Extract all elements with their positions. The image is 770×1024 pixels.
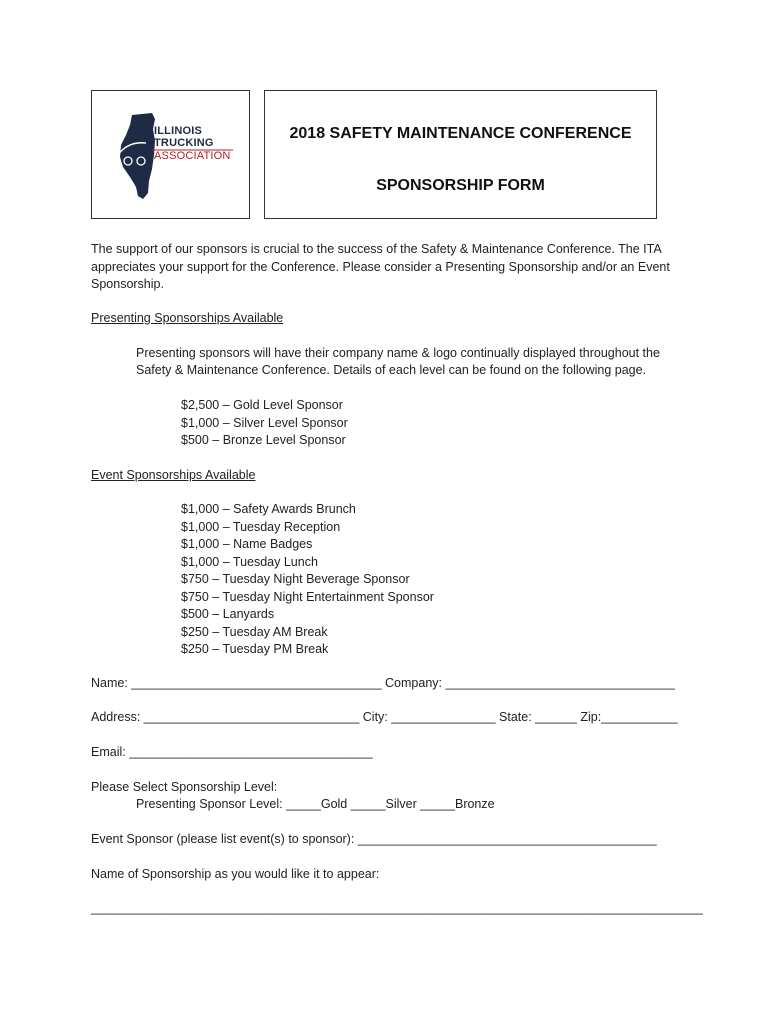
presenting-heading: Presenting Sponsorships Available — [91, 311, 284, 325]
list-item: $250 – Tuesday AM Break — [181, 624, 328, 639]
event-heading: Event Sponsorships Available — [91, 468, 256, 482]
logo-text-association: ASSOCIATION — [154, 150, 231, 162]
logo-text-trucking: TRUCKING — [154, 137, 214, 149]
page-title: 2018 SAFETY MAINTENANCE CONFERENCE — [289, 125, 632, 142]
logo-text-illinois: ILLINOIS — [154, 125, 203, 137]
title-box — [264, 90, 657, 219]
list-item: $1,000 – Tuesday Reception — [181, 519, 341, 534]
page-subtitle: SPONSORSHIP FORM — [376, 177, 545, 194]
sponsorship-name-field[interactable]: ________________________________________________________________________________________ — [91, 901, 703, 915]
list-item: $1,000 – Name Badges — [181, 537, 313, 551]
intro-line-2: appreciates your support for the Conference. Please consider a Presenting Sponsorship and/or an Event — [91, 260, 670, 274]
list-item: $1,000 – Silver Level Sponsor — [181, 415, 348, 430]
list-item: $750 – Tuesday Night Beverage Sponsor — [181, 572, 410, 586]
presenting-levels-list — [181, 397, 348, 450]
intro-line-1: The support of our sponsors is crucial to the success of the Safety & Maintenance Conference. The ITA — [91, 242, 662, 256]
presenting-level-field[interactable]: Presenting Sponsor Level: _____Gold _____Silver _____Bronze — [136, 797, 495, 811]
logo-box — [91, 90, 250, 219]
email-field[interactable]: Email: ___________________________________ — [91, 745, 373, 759]
presenting-desc-1: Presenting sponsors will have their company name & logo continually displayed throughout the — [136, 346, 660, 360]
presenting-desc-2: Safety & Maintenance Conference. Details of each level can be found on the following page. — [136, 363, 647, 377]
list-item: $750 – Tuesday Night Entertainment Sponsor — [181, 589, 434, 604]
intro-line-3: Sponsorship. — [91, 277, 164, 291]
sponsorship-name-label: Name of Sponsorship as you would like it to appear: — [91, 867, 380, 881]
list-item: $2,500 – Gold Level Sponsor — [181, 398, 343, 412]
select-level-label: Please Select Sponsorship Level: — [91, 780, 278, 794]
event-sponsor-field[interactable]: Event Sponsor (please list event(s) to sponsor): ___________________________________________ — [91, 832, 657, 846]
list-item: $500 – Bronze Level Sponsor — [181, 433, 346, 447]
list-item: $1,000 – Safety Awards Brunch — [181, 502, 356, 516]
name-company-field[interactable]: Name: ____________________________________ Company: _________________________________ — [91, 676, 675, 690]
address-city-state-zip-field[interactable]: Address: _______________________________ City: _______________ State: ______ Zip:___________ — [91, 710, 678, 724]
list-item: $1,000 – Tuesday Lunch — [181, 554, 318, 569]
list-item: $500 – Lanyards — [181, 607, 275, 621]
event-items-list — [181, 501, 434, 659]
list-item: $250 – Tuesday PM Break — [181, 642, 329, 656]
